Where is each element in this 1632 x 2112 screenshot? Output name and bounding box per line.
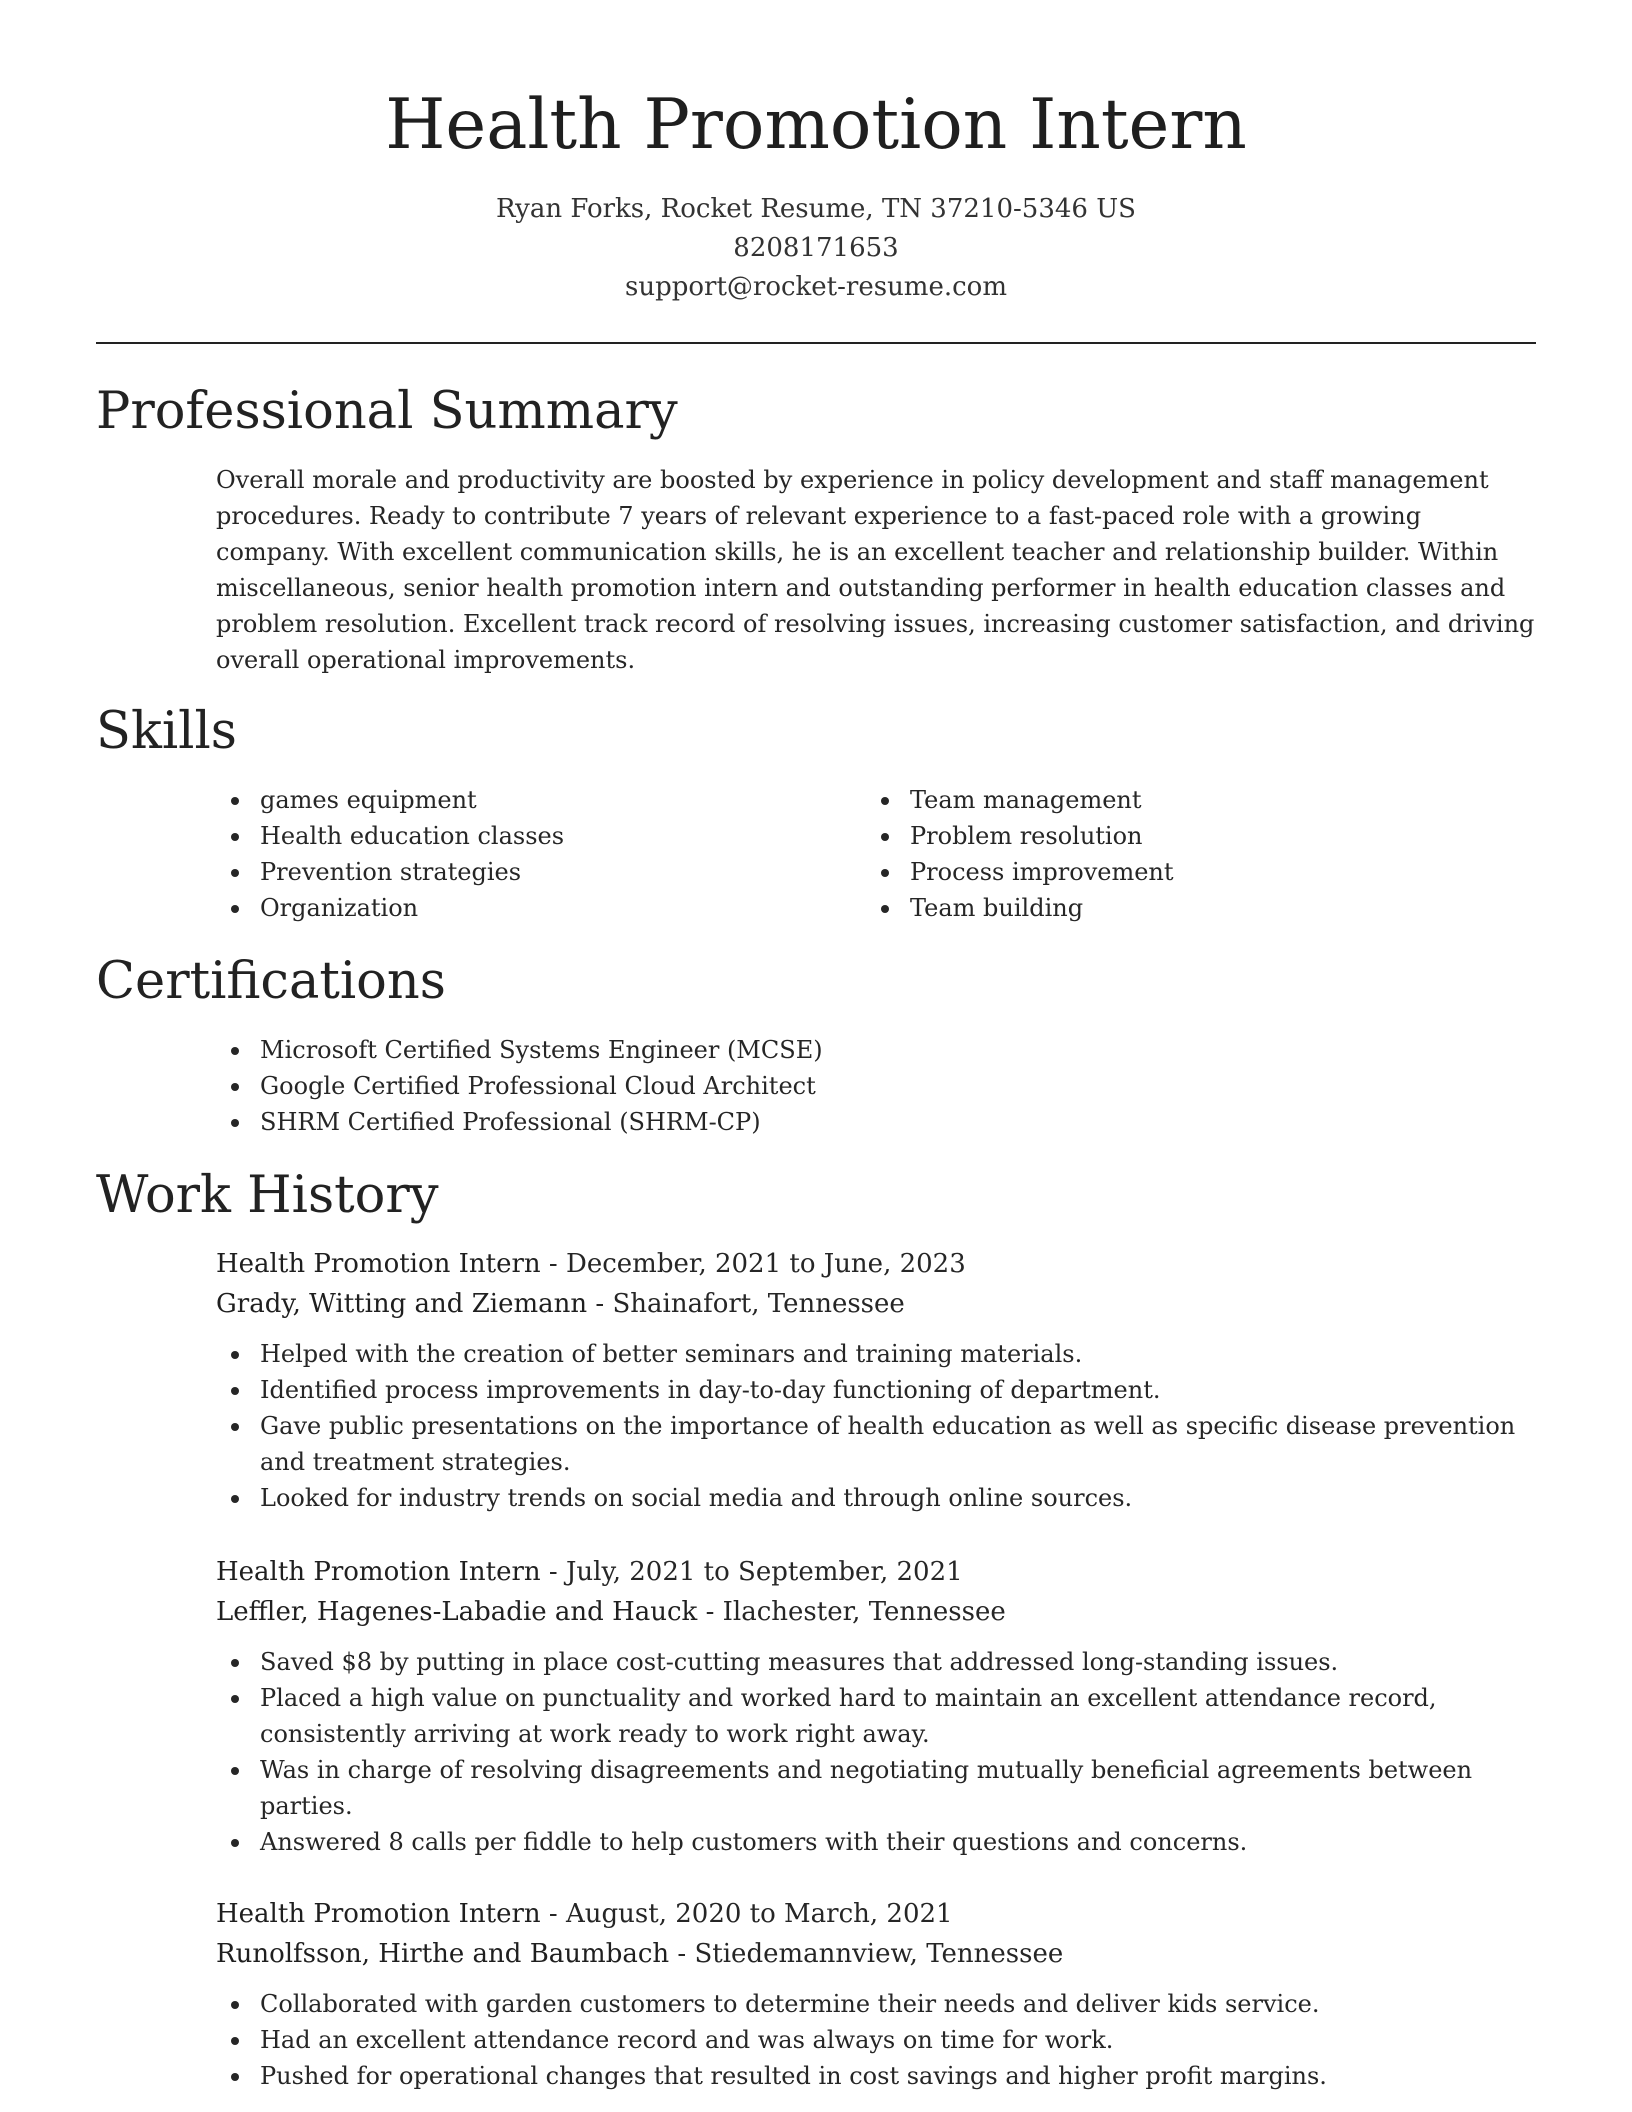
certification-item: SHRM Certified Professional (SHRM-CP) <box>216 1104 1516 1140</box>
skill-item: Organization <box>216 890 816 926</box>
skills-column-right <box>866 782 1466 926</box>
section-title-work-history: Work History <box>96 1166 439 1225</box>
job-bullet: Identified process improvements in day-to-day functioning of department. <box>216 1372 1541 1408</box>
contact-phone: 8208171653 <box>733 233 899 263</box>
separator: - <box>697 1597 723 1627</box>
job-bullet: Pushed for operational changes that resulted in cost savings and higher profit margins. <box>216 2058 1541 2094</box>
job-title: Health Promotion Intern <box>216 1899 541 1929</box>
certifications-list <box>216 1032 1516 1140</box>
job-dates: August, 2020 to March, 2021 <box>566 1899 953 1929</box>
section-title-certifications: Certifications <box>96 952 446 1011</box>
job-dates: December, 2021 to June, 2023 <box>566 1249 966 1279</box>
job-bullet: Helped with the creation of better seminars and training materials. <box>216 1336 1541 1372</box>
skill-item: Team management <box>866 782 1466 818</box>
contact-address: Ryan Forks, Rocket Resume, TN 37210-5346 US <box>496 194 1136 224</box>
skills-column-left <box>216 782 816 926</box>
skill-item: Team building <box>866 890 1466 926</box>
section-title-summary: Professional Summary <box>96 382 678 441</box>
job-company: Runolfsson, Hirthe and Baumbach <box>216 1939 670 1969</box>
job-bullet: Had an excellent attendance record and was always on time for work. <box>216 2022 1541 2058</box>
separator: - <box>587 1289 613 1319</box>
skill-item: Process improvement <box>866 854 1466 890</box>
job-bullet: Was in charge of resolving disagreements and negotiating mutually beneficial agreements between parties. <box>216 1752 1541 1824</box>
job-bullet: Gave public presentations on the importance of health education as well as specific disease prevention and treatment strategies. <box>216 1408 1541 1480</box>
certification-item: Microsoft Certified Systems Engineer (MCSE) <box>216 1032 1516 1068</box>
header-divider <box>96 342 1536 344</box>
job-bullet: Looked for industry trends on social media and through online sources. <box>216 1480 1541 1516</box>
job-bullets <box>216 1644 1541 1860</box>
job-title-line <box>216 1244 1541 1284</box>
certification-item: Google Certified Professional Cloud Architect <box>216 1068 1516 1104</box>
contact-email: support@rocket-resume.com <box>624 272 1007 302</box>
job-title: Health Promotion Intern <box>216 1557 541 1587</box>
job-title-line <box>216 1552 1541 1592</box>
separator: - <box>540 1899 566 1929</box>
job-bullet: Placed a high value on punctuality and worked hard to maintain an excellent attendance record, consistently arriving at work ready to work right away. <box>216 1680 1541 1752</box>
job-entry <box>216 1894 1541 2094</box>
job-bullet: Collaborated with garden customers to determine their needs and deliver kids service. <box>216 1986 1541 2022</box>
job-bullet: Saved $8 by putting in place cost-cutting measures that addressed long-standing issues. <box>216 1644 1541 1680</box>
skill-item: Prevention strategies <box>216 854 816 890</box>
job-company-line <box>216 1934 1541 1974</box>
job-bullet: Answered 8 calls per fiddle to help customers with their questions and concerns. <box>216 1824 1541 1860</box>
skill-item: Health education classes <box>216 818 816 854</box>
job-company-line <box>216 1284 1541 1324</box>
job-entry <box>216 1552 1541 1860</box>
resume-title: Health Promotion Intern <box>385 85 1247 165</box>
separator: - <box>540 1249 566 1279</box>
separator: - <box>669 1939 695 1969</box>
job-company: Leffler, Hagenes-Labadie and Hauck <box>216 1597 698 1627</box>
job-location: Shainafort, Tennessee <box>612 1289 905 1319</box>
job-company-line <box>216 1592 1541 1632</box>
job-bullets <box>216 1336 1541 1516</box>
contact-block <box>0 190 1632 307</box>
section-title-skills: Skills <box>96 702 237 761</box>
separator: - <box>540 1557 566 1587</box>
job-title-line <box>216 1894 1541 1934</box>
job-location: Ilachester, Tennessee <box>722 1597 1006 1627</box>
skill-item: games equipment <box>216 782 816 818</box>
job-bullets <box>216 1986 1541 2094</box>
job-title: Health Promotion Intern <box>216 1249 541 1279</box>
summary-text: Overall morale and productivity are boosted by experience in policy development and staff management procedures. Ready to contribute 7 years of relevant experience to a fast-paced role with a growing company. With excellent communication skills, he is an excellent teacher and relationship builder. Within miscellaneous, senior health promotion intern and outstanding performer in health education classes and problem resolution. Excellent track record of resolving issues, increasing customer satisfaction, and driving overall operational improvements. <box>216 466 1535 674</box>
skill-item: Problem resolution <box>866 818 1466 854</box>
job-company: Grady, Witting and Ziemann <box>216 1289 588 1319</box>
job-dates: July, 2021 to September, 2021 <box>566 1557 963 1587</box>
job-location: Stiedemannview, Tennessee <box>694 1939 1064 1969</box>
job-entry <box>216 1244 1541 1516</box>
